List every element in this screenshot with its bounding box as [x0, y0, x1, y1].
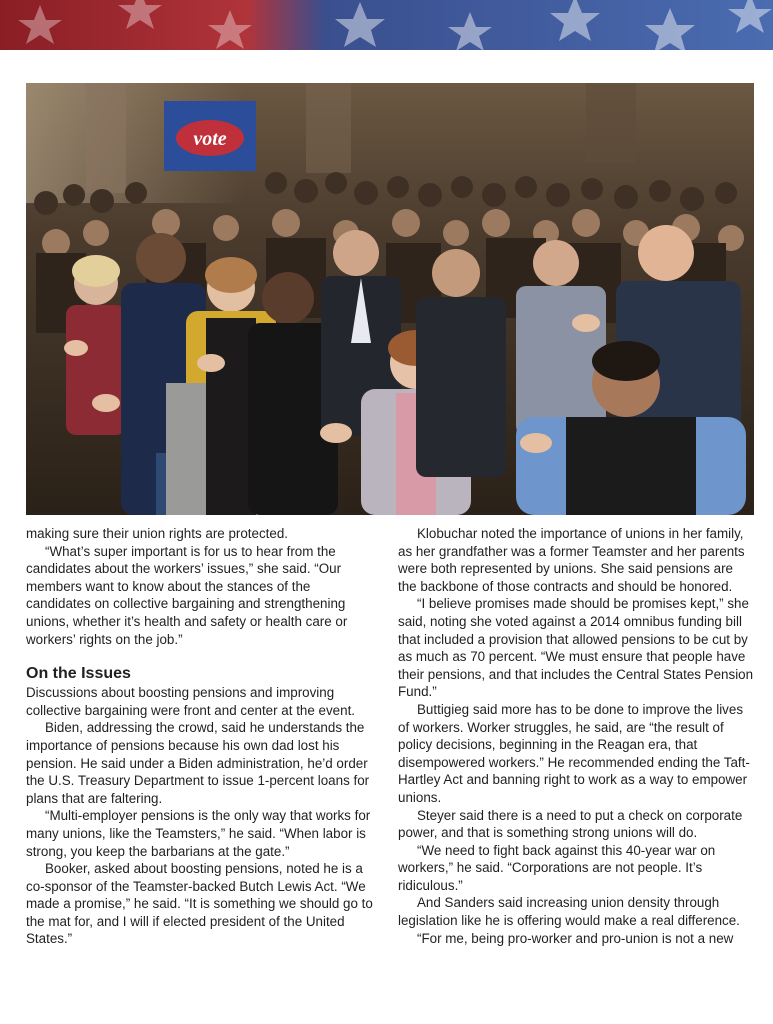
article-column-left: [26, 525, 376, 948]
paragraph: “I believe promises made should be promises kept,” she said, noting she voted against a 2014 omnibus funding bill that included a provision that allowed pensions to be cut by as much as 70 percent. “We must ensure that people have their pensions, and that includes the Central States Pension Fund.”: [398, 596, 754, 700]
crowd-photo-graphic: [26, 83, 754, 515]
vote-sign: [164, 101, 256, 171]
article-column-right: [398, 525, 755, 947]
section-heading: On the Issues: [26, 665, 131, 683]
paragraph: Biden, addressing the crowd, said he understands the importance of pensions because his own dad lost his pension. He said under a Biden administration, he’d order the U.S. Treasury Department to issue 1-percent loans for plans that are faltering.: [26, 720, 370, 806]
paragraph: Buttigieg said more has to be done to improve the lives of workers. Worker struggles, he said, are “the result of policy decisions, beginning in the Reagan era, that disempowered workers.” He recommended ending the Taft-Hartley Act and banning right to work as a way to empower unions.: [398, 701, 750, 805]
paragraph: making sure their union rights are protected.: [26, 526, 289, 541]
paragraph: Discussions about boosting pensions and improving collective bargaining were front and center at the event.: [26, 685, 356, 718]
flag-banner: [0, 0, 773, 50]
paragraph: Klobuchar noted the importance of unions in her family, as her grandfather was a former Teamster and her parents were both represented by unions. She said pensions are the backbone of those contracts and should be honored.: [398, 526, 745, 594]
paragraph: “What’s super important is for us to hear from the candidates about the workers’ issues,” she said. “Our members want to know about the stances of the candidates on collective bargaining and strengthening unions, whether it’s health and safety or health care or workers’ rights on the job.”: [26, 543, 348, 647]
paragraph: “We need to fight back against this 40-year war on workers,” he said. “Corporations are not people. It’s ridiculous.”: [398, 842, 716, 893]
vote-sign-text: vote: [193, 128, 227, 150]
paragraph: Steyer said there is a need to put a check on corporate power, and that is something strong unions will do.: [398, 807, 743, 841]
flag-banner-graphic: [0, 0, 773, 50]
event-photo: [26, 83, 754, 515]
paragraph: “Multi-employer pensions is the only way that works for many unions, like the Teamsters,” he said. “When labor is strong, you keep the barbarians at the gate.”: [26, 808, 371, 859]
paragraph: Booker, asked about boosting pensions, noted he is a co-sponsor of the Teamster-backed Butch Lewis Act. “We made a promise,” he said. “It is something we should go to the mat for, and I will if elected president of the United States.”: [26, 861, 373, 947]
paragraph: And Sanders said increasing union density through legislation like he is offering would make a real difference.: [398, 895, 740, 929]
paragraph: “For me, being pro-worker and pro-union is not a new: [417, 930, 734, 946]
